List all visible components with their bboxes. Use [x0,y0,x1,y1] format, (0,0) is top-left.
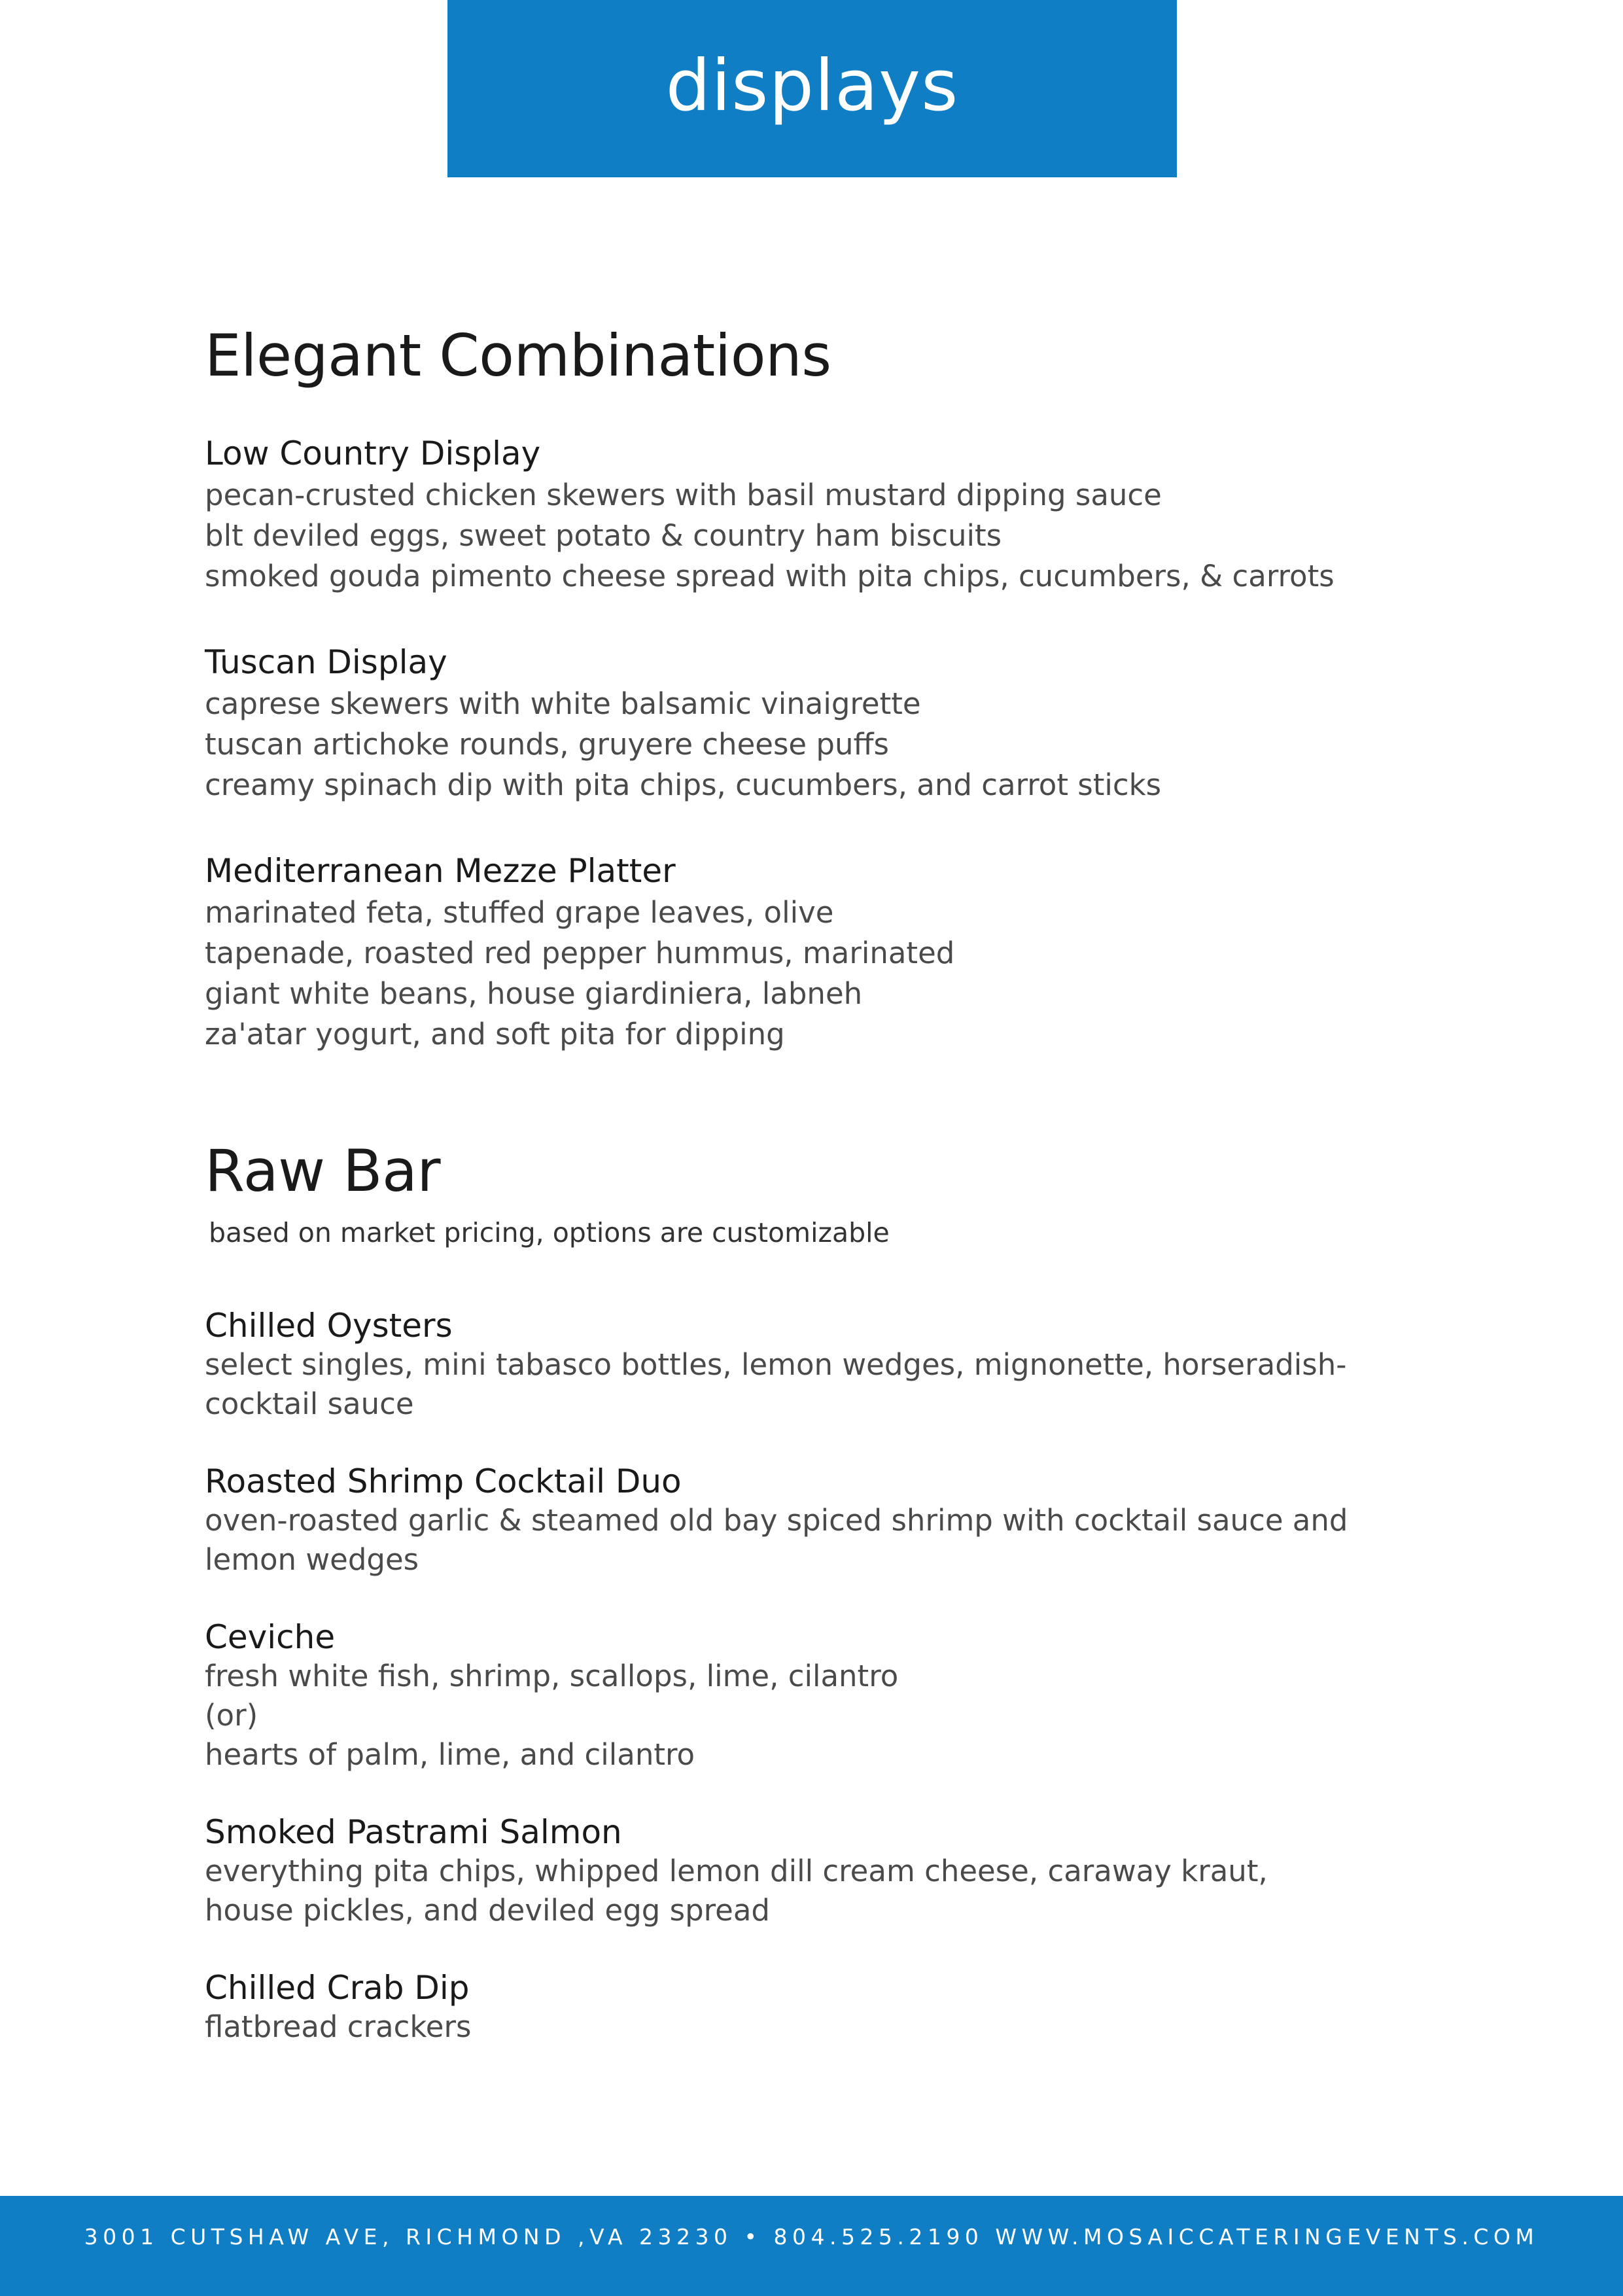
description-line: lemon wedges [205,1542,419,1577]
description-line: hearts of palm, lime, and cilantro [205,1737,695,1772]
description-line: cocktail sauce [205,1386,414,1421]
item-description [205,684,1422,805]
item-description [205,2007,1422,2047]
item-name: Mediterranean Mezze Platter [205,852,676,890]
menu-item-chilled-crab-dip [205,1968,1422,2047]
description-line: marinated feta, stuffed grape leaves, olive [205,895,834,930]
item-name: Low Country Display [205,434,541,472]
description-line: (or) [205,1698,258,1733]
footer-bar [0,2196,1623,2296]
description-line: blt deviled eggs, sweet potato & country ham biscuits [205,518,1002,553]
description-line: oven-roasted garlic & steamed old bay spiced shrimp with cocktail sauce and [205,1503,1348,1538]
section-title-raw-bar: Raw Bar [205,1137,441,1205]
item-name: Chilled Oysters [205,1307,453,1345]
section-title-elegant-combinations: Elegant Combinations [205,322,831,389]
item-description [205,1345,1422,1424]
description-line: za'atar yogurt, and soft pita for dipping [205,1017,785,1051]
menu-item-ceviche [205,1617,1422,1775]
description-line: tuscan artichoke rounds, gruyere cheese puffs [205,727,889,762]
menu-item-chilled-oysters [205,1306,1422,1424]
footer-contact-info: 3001 CUTSHAW AVE, RICHMOND ,VA 23230 • 804.525.2190 WWW.MOSAICCATERINGEVENTS.COM [84,2224,1539,2250]
description-line: fresh white fish, shrimp, scallops, lime, cilantro [205,1659,899,1693]
description-line: flatbread crackers [205,2009,472,2044]
item-description [205,1657,1422,1775]
item-name: Ceviche [205,1618,336,1656]
item-name: Chilled Crab Dip [205,1969,470,2007]
description-line: tapenade, roasted red pepper hummus, marinated [205,936,955,970]
description-line: pecan-crusted chicken skewers with basil mustard dipping sauce [205,478,1162,512]
item-name: Tuscan Display [205,643,447,681]
section-note: based on market pricing, options are customizable [209,1217,890,1248]
description-line: house pickles, and deviled egg spread [205,1893,770,1928]
item-name: Smoked Pastrami Salmon [205,1813,622,1851]
menu-item-tuscan-display [205,641,1422,805]
item-description [205,1501,1422,1580]
menu-item-mediterranean-mezze-platter [205,849,1422,1055]
menu-item-low-country-display [205,432,1422,597]
menu-item-smoked-pastrami-salmon [205,1812,1422,1930]
description-line: creamy spinach dip with pita chips, cucumbers, and carrot sticks [205,768,1162,802]
description-line: giant white beans, house giardiniera, labneh [205,976,863,1011]
page-title: displays [665,45,959,127]
description-line: smoked gouda pimento cheese spread with pita chips, cucumbers, & carrots [205,559,1335,593]
description-line: everything pita chips, whipped lemon dill cream cheese, caraway kraut, [205,1854,1268,1888]
item-name: Roasted Shrimp Cocktail Duo [205,1462,682,1500]
description-line: select singles, mini tabasco bottles, lemon wedges, mignonette, horseradish- [205,1347,1347,1382]
menu-item-roasted-shrimp-cocktail-duo [205,1462,1422,1580]
header-banner [447,0,1177,177]
item-description [205,892,1422,1055]
item-description [205,475,1422,597]
description-line: caprese skewers with white balsamic vinaigrette [205,686,921,721]
item-description [205,1852,1422,1930]
